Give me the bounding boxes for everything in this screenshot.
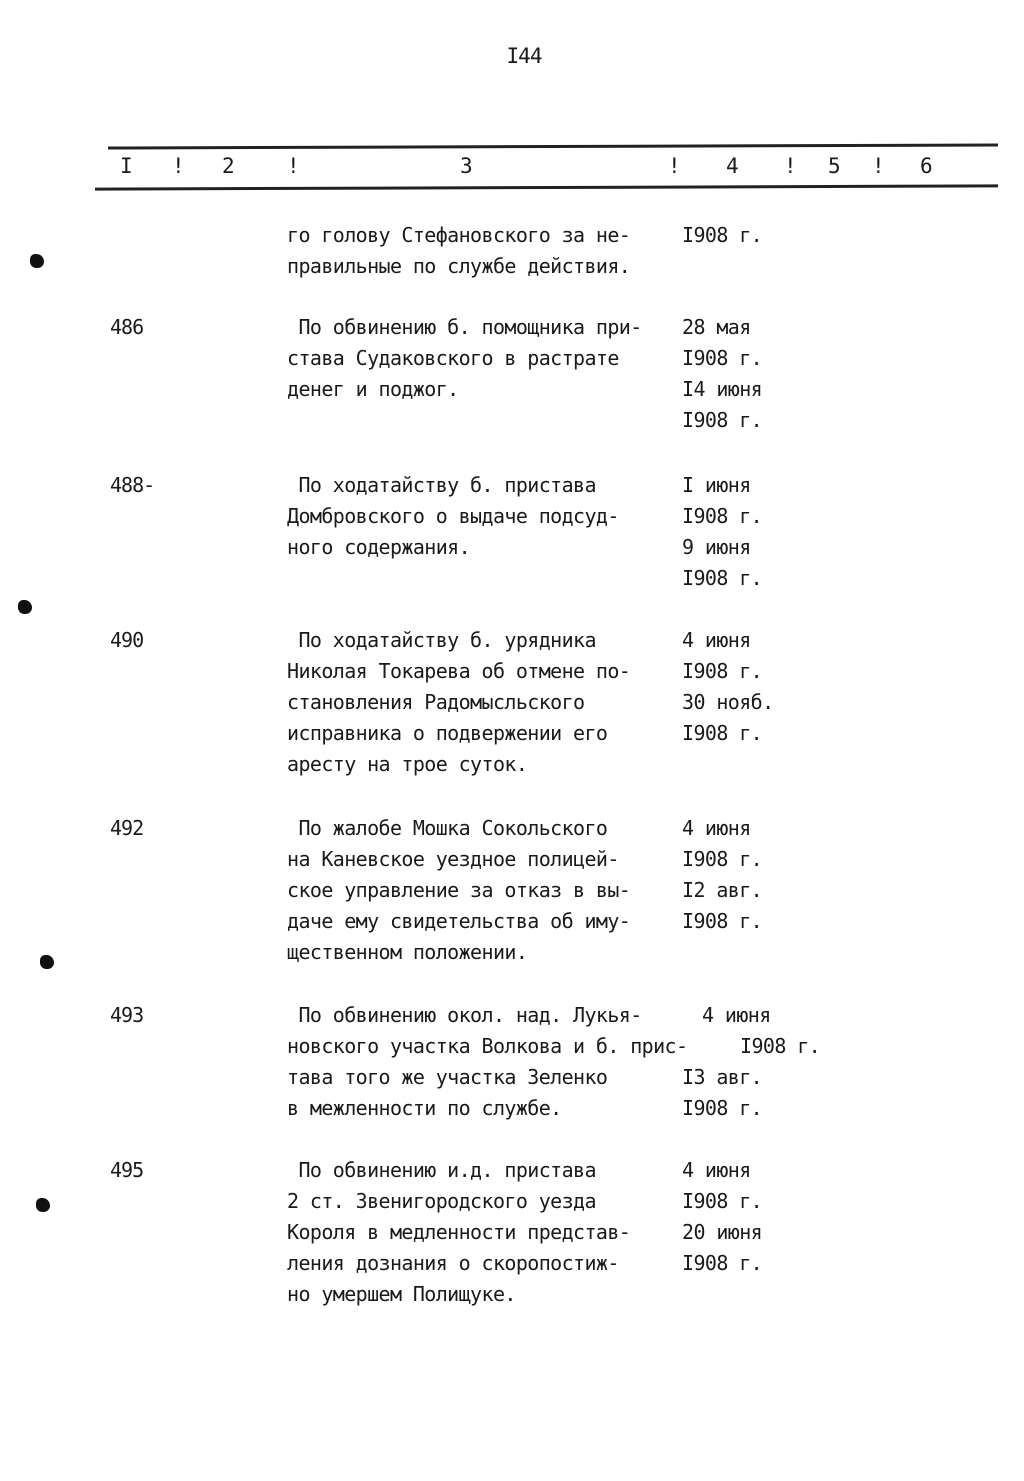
entry-date-line: I июня [682, 473, 751, 497]
entry-text-line: но умершем Полищуке. [287, 1282, 516, 1306]
column-header-4: 4 [726, 154, 739, 178]
entry-date-line: I908 г. [740, 1034, 821, 1058]
entry-text-line: на Каневское уездное полицей- [287, 847, 619, 871]
column-header-3: 3 [460, 154, 473, 178]
entry-text-line: правильные по службе действия. [287, 254, 631, 278]
entry-text-line: Домбровского о выдаче подсуд- [287, 504, 619, 528]
column-separator: ! [784, 154, 797, 178]
entry-date-line: 30 нояб. [682, 690, 774, 714]
column-header-5: 5 [828, 154, 841, 178]
entry-number: 488- [110, 473, 155, 497]
entry-date-line: 28 мая [682, 315, 751, 339]
entry-date-line: 4 июня [682, 628, 751, 652]
entry-text-line: Короля в медленности представ- [287, 1220, 631, 1244]
entry-date-line: I908 г. [682, 909, 763, 933]
binding-hole-mark [40, 955, 54, 969]
entry-text-line: щественном положении. [287, 940, 528, 964]
entry-date-line: I908 г. [682, 346, 763, 370]
entry-text-line: денег и поджог. [287, 377, 459, 401]
column-separator: ! [287, 154, 300, 178]
entry-date-line: I908 г. [682, 659, 763, 683]
entry-date-line: 4 июня [702, 1003, 771, 1027]
entry-date-line: 20 июня [682, 1220, 763, 1244]
entry-text-line: го голову Стефановского за не- [287, 223, 631, 247]
entry-text-line: в межленности по службе. [287, 1096, 562, 1120]
column-header-2: 2 [222, 154, 235, 178]
table-header-top-rule [108, 143, 998, 149]
column-separator: ! [668, 154, 681, 178]
entry-date-line: I908 г. [682, 504, 763, 528]
entry-date-line: I2 авг. [682, 878, 763, 902]
binding-hole-mark [30, 254, 44, 268]
column-header-1: I [120, 154, 133, 178]
column-separator: ! [872, 154, 885, 178]
column-separator: ! [172, 154, 185, 178]
entry-text-line: ного содержания. [287, 535, 471, 559]
entry-text-line: ления дознания о скоропостиж- [287, 1251, 619, 1275]
entry-date-line: I908 г. [682, 1251, 763, 1275]
entry-text-line: Николая Токарева об отмене по- [287, 659, 631, 683]
entry-date-line: I908 г. [682, 1189, 763, 1213]
entry-date-line: I908 г. [682, 408, 763, 432]
entry-text-line: По обвинению б. помощника при- [287, 315, 642, 339]
entry-date-line: 4 июня [682, 1158, 751, 1182]
page-number: I44 [506, 44, 542, 68]
entry-text-line: По обвинению окол. над. Лукья- [287, 1003, 642, 1027]
entry-number: 486 [110, 315, 144, 339]
entry-date-line: I908 г. [682, 566, 763, 590]
entry-date-line: I3 авг. [682, 1065, 763, 1089]
entry-text-line: ское управление за отказ в вы- [287, 878, 631, 902]
entry-text-line: становления Радомысльского [287, 690, 585, 714]
entry-number: 492 [110, 816, 144, 840]
column-header-6: 6 [920, 154, 933, 178]
binding-hole-mark [36, 1198, 50, 1212]
entry-date-line: I908 г. [682, 223, 763, 247]
entry-date-line: I908 г. [682, 1096, 763, 1120]
entry-text-line: исправника о подвержении его [287, 721, 608, 745]
entry-number: 493 [110, 1003, 144, 1027]
entry-number: 495 [110, 1158, 144, 1182]
entry-text-line: става Судаковского в растрате [287, 346, 619, 370]
entry-text-line: тава того же участка Зеленко [287, 1065, 608, 1089]
entry-text-line: новского участка Волкова и б. прис- [287, 1034, 688, 1058]
binding-hole-mark [18, 600, 32, 614]
table-header-bottom-rule [95, 184, 998, 190]
entry-text-line: аресту на трое суток. [287, 752, 528, 776]
entry-date-line: 4 июня [682, 816, 751, 840]
entry-number: 490 [110, 628, 144, 652]
entry-date-line: I908 г. [682, 847, 763, 871]
entry-text-line: 2 ст. Звенигородского уезда [287, 1189, 596, 1213]
entry-text-line: По ходатайству б. пристава [287, 473, 596, 497]
entry-text-line: По ходатайству б. урядника [287, 628, 596, 652]
entry-date-line: I908 г. [682, 721, 763, 745]
entry-text-line: По обвинению и.д. пристава [287, 1158, 596, 1182]
entry-date-line: I4 июня [682, 377, 763, 401]
entry-date-line: 9 июня [682, 535, 751, 559]
entry-text-line: даче ему свидетельства об иму- [287, 909, 631, 933]
entry-text-line: По жалобе Мошка Сокольского [287, 816, 608, 840]
